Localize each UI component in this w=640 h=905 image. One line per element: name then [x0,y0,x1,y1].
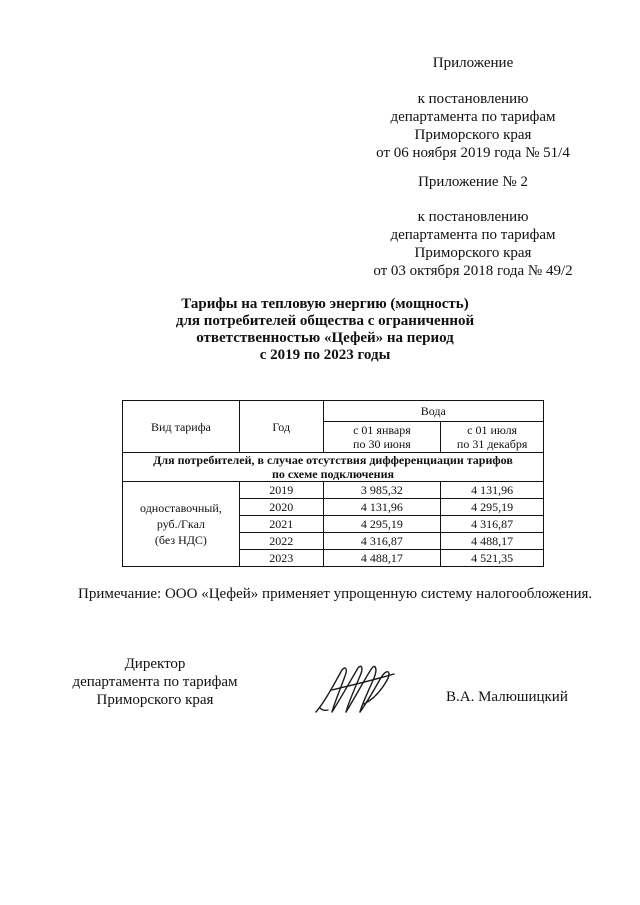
value-cell-h2: 4 521,35 [441,550,544,567]
appendix-line: департамента по тарифам [390,109,556,125]
value-cell-h2: 4 295,19 [441,499,544,516]
tax-note: Примечание: ООО «Цефей» применяет упрощенную систему налогообложения. [78,586,593,602]
value-cell-h1: 4 131,96 [323,499,441,516]
tariff-type-cell: одноставочный, руб./Гкал (без НДС) [123,482,240,567]
value-cell-h1: 4 316,87 [323,533,441,550]
year-cell: 2020 [239,499,323,516]
value-cell-h2: 4 316,87 [441,516,544,533]
appendix-block [380,54,566,72]
year-cell: 2021 [239,516,323,533]
tariff-table [122,400,544,567]
value-cell-h2: 4 488,17 [441,533,544,550]
header-year: Год [239,401,323,453]
appendix2-line: к постановлению [417,209,529,225]
header-water: Вода [323,401,543,422]
document-title: Тарифы на тепловую энергию (мощность) для потребителей общества с ограниченной ответственностью «Цефей» на период с 2019 по 2023 годы [175,296,475,363]
value-cell-h1: 4 488,17 [323,550,441,567]
header-period-2: с 01 июля по 31 декабря [441,422,544,453]
appendix2-line: Приморского края [414,245,532,261]
signatory-position: Директор департамента по тарифам Приморского края [72,656,238,708]
appendix2-date: от 03 октября 2018 года № 49/2 [373,263,573,279]
table-group-row [123,453,544,482]
table-header-row [123,401,544,422]
appendix-line: Приморского края [414,127,532,143]
appendix2-title: Приложение № 2 [418,174,528,190]
value-cell-h1: 4 295,19 [323,516,441,533]
appendix2-line: департамента по тарифам [390,227,556,243]
year-cell: 2022 [239,533,323,550]
year-cell: 2019 [239,482,323,499]
year-cell: 2023 [239,550,323,567]
appendix-resolution [360,90,586,162]
value-cell-h2: 4 131,96 [441,482,544,499]
header-tariff-type: Вид тарифа [123,401,240,453]
appendix2-resolution [356,208,590,280]
signature-image [312,660,402,720]
appendix-title: Приложение [432,55,514,71]
header-period-1: с 01 января по 30 июня [323,422,441,453]
group-label: Для потребителей, в случае отсутствия дифференциации тарифов по схеме подключения [123,453,544,482]
value-cell-h1: 3 985,32 [323,482,441,499]
table-row [123,482,544,499]
signatory-name: В.А. Малюшицкий [446,689,568,705]
appendix-line: к постановлению [417,91,529,107]
appendix-date: от 06 ноября 2019 года № 51/4 [376,145,570,161]
